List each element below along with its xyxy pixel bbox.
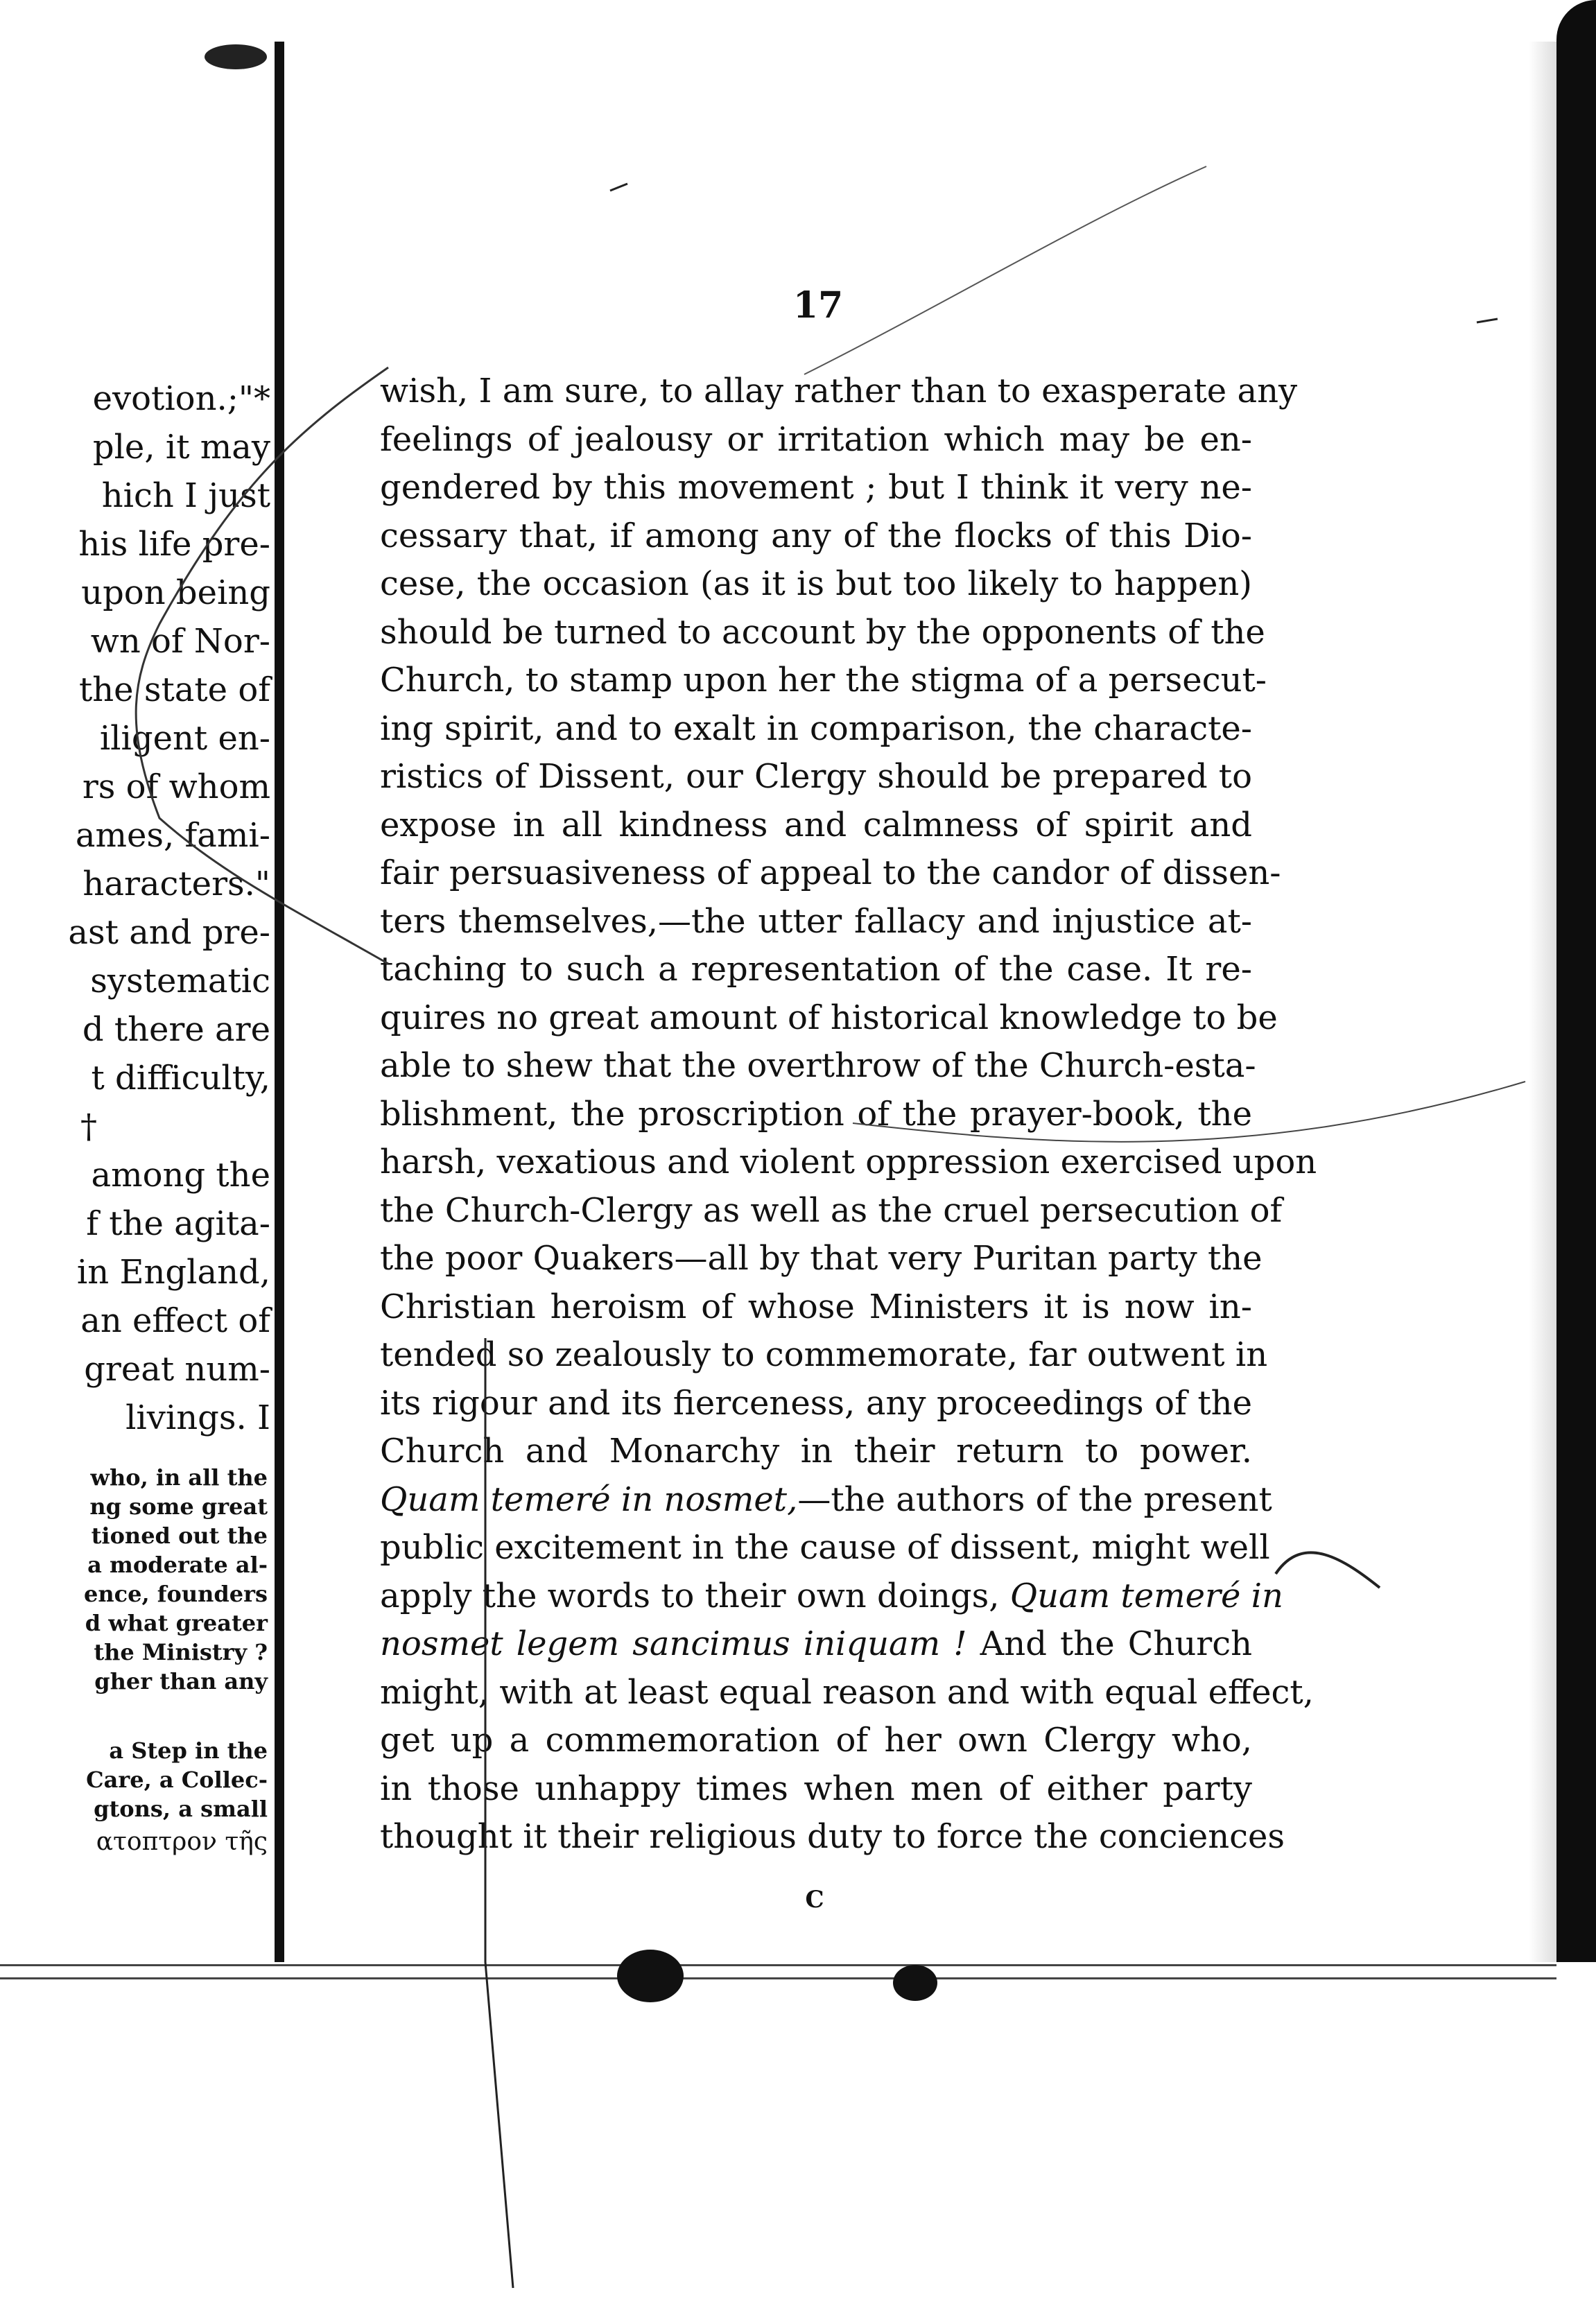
latin-quote: Quam temeré in <box>1009 1576 1283 1615</box>
ink-blot <box>205 44 267 69</box>
text-line: quires no great amount of historical knowledge to be <box>380 998 1278 1037</box>
left-footnote-greek: ατοπτρον τῆς <box>96 1828 268 1856</box>
left-line: iligent en- <box>99 719 270 758</box>
text-line: wish, I am sure, to allay rather than to exasperate any <box>380 372 1298 410</box>
ink-blot <box>617 1950 684 2002</box>
left-footnote-line: the Ministry ? <box>94 1639 268 1665</box>
pencil-stroke <box>485 1338 513 2288</box>
left-footnote-line: tioned out the <box>91 1523 268 1549</box>
left-line: hich I just <box>101 476 270 515</box>
left-line: wn of Nor- <box>90 622 270 661</box>
signature-mark: C <box>805 1886 824 1914</box>
left-footnote-line: a Step in the <box>109 1737 268 1764</box>
text-line: feelings of jealousy or irritation which may be en- <box>380 419 1252 459</box>
text-line: the poor Quakers—all by that very Puritan party the <box>380 1239 1263 1278</box>
pencil-stroke <box>136 367 388 964</box>
left-line: in England, <box>76 1253 270 1292</box>
text-line: its rigour and its fierceness, any proceedings of the <box>380 1383 1252 1423</box>
left-footnote-line: ence, founders <box>84 1581 268 1607</box>
left-line: his life pre- <box>78 525 270 564</box>
pencil-stroke <box>610 184 627 191</box>
text-line: harsh, vexatious and violent oppression exercised upon <box>380 1143 1317 1181</box>
page-number: 17 <box>792 284 844 327</box>
text-line: ristics of Dissent, our Clergy should be prepared to <box>380 757 1252 796</box>
left-line: ast and pre- <box>68 913 270 952</box>
text-run: And the Church <box>980 1624 1252 1663</box>
text-line: able to shew that the overthrow of the Church-esta- <box>380 1046 1256 1085</box>
left-line: evotion.;"* <box>92 379 270 418</box>
pencil-stroke <box>1276 1552 1380 1588</box>
text-line: expose in all kindness and calmness of spirit and <box>380 805 1252 844</box>
latin-quote: Quam temeré in nosmet, <box>380 1480 798 1519</box>
pencil-stroke <box>1477 319 1498 322</box>
left-footnote-line: who, in all the <box>90 1464 268 1491</box>
left-line: the state of <box>78 670 270 709</box>
latin-quote: nosmet legem sancimus iniquam ! <box>380 1624 967 1663</box>
text-line: thought it their religious duty to force the conciences <box>380 1817 1285 1856</box>
left-footnote-line: d what greater <box>85 1610 268 1636</box>
left-line: systematic <box>90 962 270 1000</box>
left-line: ple, it may <box>92 428 270 467</box>
text-line: get up a commemoration of her own Clergy who, <box>380 1721 1252 1760</box>
text-line: the Church-Clergy as well as the cruel persecution of <box>380 1190 1283 1230</box>
text-line: fair persuasiveness of appeal to the candor of dissen- <box>380 853 1281 892</box>
text-line: tended so zealously to commemorate, far outwent in <box>380 1335 1268 1374</box>
text-line: gendered by this movement ; but I think it very ne- <box>380 468 1252 507</box>
left-footnote-line: gtons, a small <box>94 1796 268 1822</box>
text-line: cessary that, if among any of the flocks of this Dio- <box>380 516 1252 555</box>
left-dagger: † <box>80 1107 97 1146</box>
left-footnote-line: a moderate al- <box>87 1552 268 1578</box>
text-line: in those unhappy times when men of either party <box>380 1769 1252 1808</box>
text-line: Church, to stamp upon her the stigma of a persecut- <box>380 661 1267 700</box>
pencil-stroke <box>804 166 1206 374</box>
ink-blot <box>893 1965 937 2001</box>
left-line: rs of whom <box>82 768 270 806</box>
left-footnote-line: ng some great <box>89 1493 268 1520</box>
left-line: upon being <box>81 573 270 612</box>
left-line: d there are <box>82 1010 270 1049</box>
text-line: should be turned to account by the opponents of the <box>380 612 1265 652</box>
left-line: haracters." <box>83 865 270 903</box>
text-run: —the authors of the present <box>797 1480 1272 1519</box>
left-line: great num- <box>84 1350 270 1389</box>
left-footnote-line: Care, a Collec- <box>86 1767 268 1793</box>
left-line: livings. I <box>125 1398 270 1437</box>
left-line: t difficulty, <box>91 1059 270 1098</box>
text-line: ters themselves,—the utter fallacy and injustice at- <box>380 901 1252 941</box>
text-run: apply the words to their own doings, <box>380 1576 1000 1615</box>
text-line: Christian heroism of whose Ministers it is now in- <box>380 1287 1252 1326</box>
text-line: ing spirit, and to exalt in comparison, the characte- <box>380 709 1252 748</box>
left-line: an effect of <box>80 1301 270 1340</box>
left-line: ames, fami- <box>75 816 270 855</box>
text-line: might, with at least equal reason and with equal effect, <box>380 1672 1314 1712</box>
text-line: blishment, the proscription of the prayer-book, the <box>380 1094 1252 1134</box>
text-line: cese, the occasion (as it is but too likely to happen) <box>380 564 1252 603</box>
text-line: public excitement in the cause of dissent, might well <box>380 1528 1270 1567</box>
left-line: f the agita- <box>86 1204 270 1243</box>
pencil-stroke <box>853 1082 1525 1142</box>
text-line: Church and Monarchy in their return to power. <box>380 1432 1252 1471</box>
left-line: among the <box>91 1156 270 1195</box>
text-line: taching to such a representation of the case. It re- <box>380 950 1252 989</box>
left-footnote-line: gher than any <box>94 1668 268 1694</box>
